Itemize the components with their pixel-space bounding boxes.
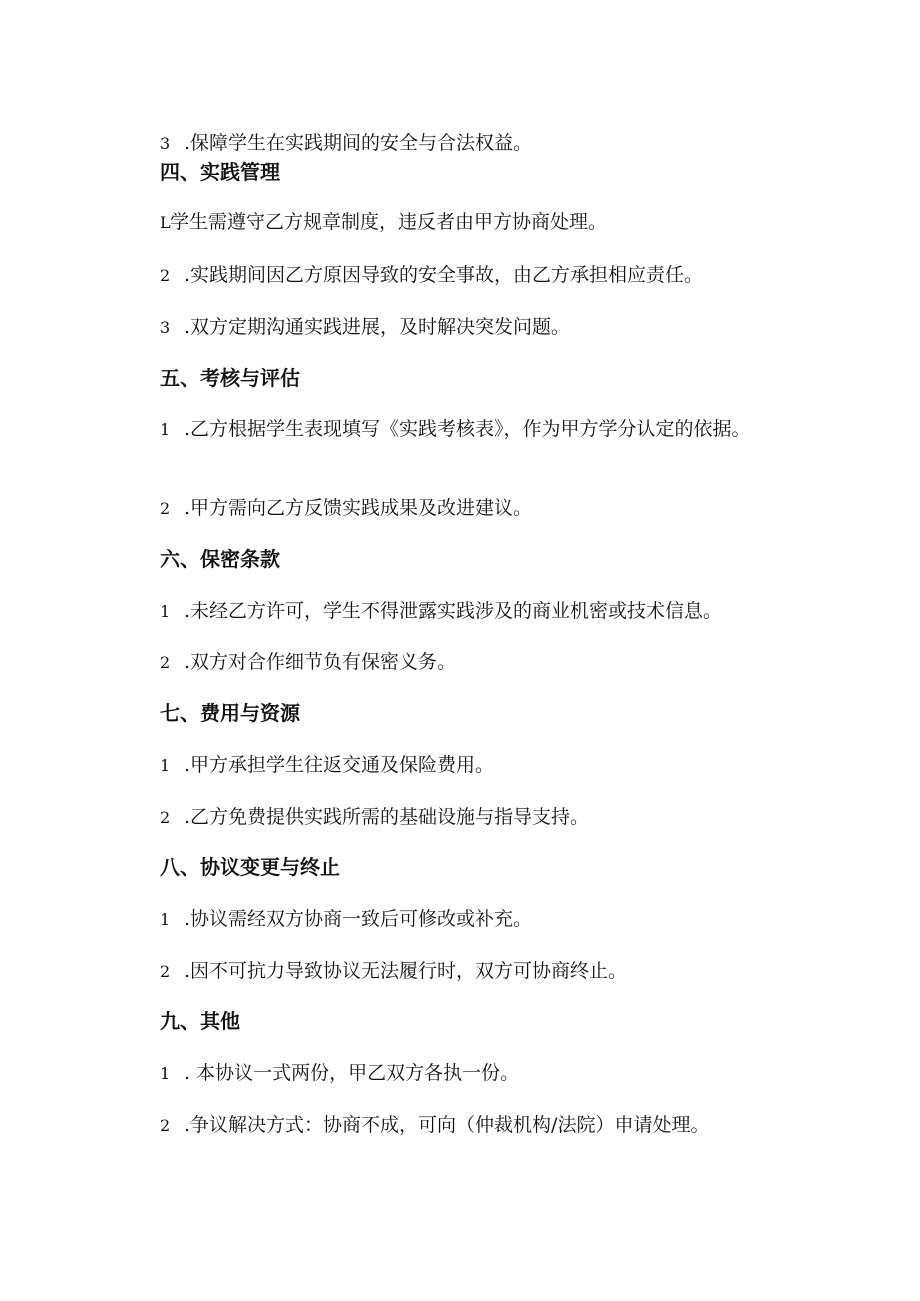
- clause-number: 2: [160, 962, 171, 981]
- clause-text: . 本协议一式两份，甲乙双方各执一份。: [184, 1062, 520, 1084]
- section-heading-7: 七、费用与资源: [160, 701, 300, 725]
- clause-number: 1: [160, 1064, 171, 1083]
- section-heading-6: 六、保密条款: [160, 547, 280, 571]
- clause-9-1: [160, 1060, 800, 1087]
- clause-7-2: [160, 804, 800, 831]
- clause-9-2: [160, 1112, 800, 1139]
- clause-number: L: [160, 213, 171, 232]
- clause-text: .协议需经双方协商一致后可修改或补充。: [184, 908, 533, 930]
- clause-text: .双方定期沟通实践进展，及时解决突发问题。: [184, 316, 571, 338]
- clause-text: .未经乙方许可，学生不得泄露实践涉及的商业机密或技术信息。: [184, 600, 723, 622]
- clause-number: 3: [160, 318, 171, 337]
- clause-6-1: [160, 598, 800, 625]
- clause-text: .保障学生在实践期间的安全与合法权益。: [184, 132, 533, 154]
- clause-text: .乙方免费提供实践所需的基础设施与指导支持。: [184, 806, 590, 828]
- clause-4-1: [160, 209, 800, 236]
- clause-text: .乙方根据学生表现填写《实践考核表》，作为甲方学分认定的依据。: [184, 418, 751, 440]
- clause-5-2: [160, 495, 800, 522]
- clause-number: 2: [160, 266, 171, 285]
- clause-number: 1: [160, 602, 171, 621]
- section-heading-8: 八、协议变更与终止: [160, 855, 340, 879]
- clause-text: .因不可抗力导致协议无法履行时，双方可协商终止。: [184, 960, 628, 982]
- clause-5-1: [160, 414, 800, 445]
- clause-number: 3: [160, 134, 171, 153]
- clause-text: .争议解决方式：协商不成，可向（仲裁机构/法院）申请处理。: [184, 1114, 710, 1136]
- clause-text: 学生需遵守乙方规章制度，违反者由甲方协商处理。: [170, 211, 608, 233]
- section-heading-5: 五、考核与评估: [160, 366, 300, 390]
- clause-4-3: [160, 314, 800, 341]
- clause-number: 1: [160, 910, 171, 929]
- clause-7-1: [160, 752, 800, 779]
- clause-number: 2: [160, 808, 171, 827]
- clause-8-2: [160, 958, 800, 985]
- clause-text: .双方对合作细节负有保密义务。: [184, 651, 457, 673]
- clause-text: .甲方需向乙方反馈实践成果及改进建议。: [184, 497, 533, 519]
- clause-number: 2: [160, 653, 171, 672]
- section-heading-9: 九、其他: [160, 1009, 240, 1033]
- clause-number: 1: [160, 756, 171, 775]
- clause-text: .实践期间因乙方原因导致的安全事故，由乙方承担相应责任。: [184, 264, 704, 286]
- clause-text: .甲方承担学生往返交通及保险费用。: [184, 754, 495, 776]
- clause-6-2: [160, 649, 800, 676]
- clause-number: 2: [160, 499, 171, 518]
- clause-4-2: [160, 262, 800, 289]
- section-heading-4: 四、实践管理: [160, 160, 280, 184]
- clause-3-1: [160, 130, 800, 157]
- clause-8-1: [160, 906, 800, 933]
- clause-number: 1: [160, 420, 171, 439]
- clause-number: 2: [160, 1116, 171, 1135]
